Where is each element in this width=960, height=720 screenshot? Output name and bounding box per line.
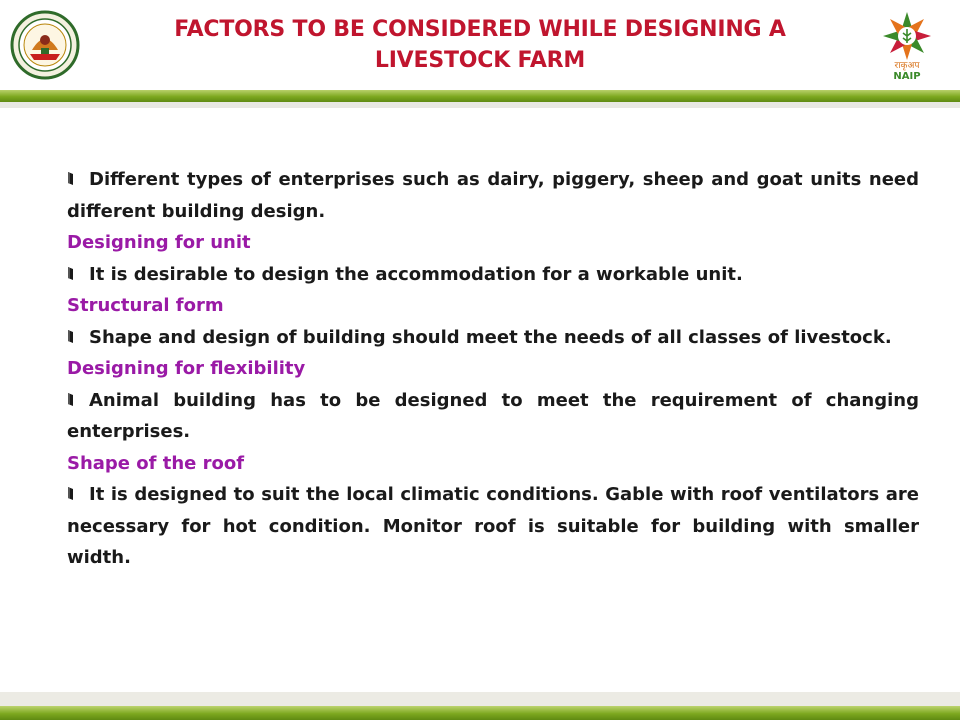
naip-wordmark: NAIP [893,71,921,82]
bullet-text: Animal building has to be designed to meet the requirement of changing enterprises. [67,389,919,442]
naip-caption: राकृअप [894,60,920,70]
bullet-item [67,322,919,354]
naip-star-icon [866,10,948,62]
bullet-item [67,385,919,448]
bullet-icon [67,165,74,180]
bullet-icon [67,260,74,275]
bullet-item [67,259,919,291]
bullet-icon [67,386,74,401]
naip-logo [866,10,948,86]
bullet-icon [67,480,74,495]
bullet-icon [67,323,74,338]
slide-title [140,14,820,76]
title-line-1: FACTORS TO BE CONSIDERED WHILE DESIGNING A [174,17,786,42]
title-line-2: LIVESTOCK FARM [374,48,586,73]
bullet-text: It is desirable to design the accommodation for a workable unit. [89,263,743,285]
section-heading: Designing for unit [67,232,251,253]
slide-content [67,164,919,574]
bottom-band-shadow [0,692,960,706]
university-emblem-icon [10,10,80,80]
section-heading: Shape of the roof [67,452,245,474]
bullet-item [67,479,919,574]
section-heading: Structural form [67,295,224,316]
bullet-text: Different types of enterprises such as dairy, piggery, sheep and goat units need different building design. [67,169,919,222]
bottom-green-band [0,706,960,720]
bullet-item [67,164,919,227]
top-band-shadow [0,102,960,108]
top-green-band [0,90,960,102]
bullet-text: Shape and design of building should meet the needs of all classes of livestock. [89,326,892,348]
section-heading: Designing for flexibility [67,358,306,379]
bullet-text: It is designed to suit the local climatic conditions. Gable with roof ventilators are necessary for hot condition. Monitor roof is suitable for building with smaller width. [67,484,919,568]
